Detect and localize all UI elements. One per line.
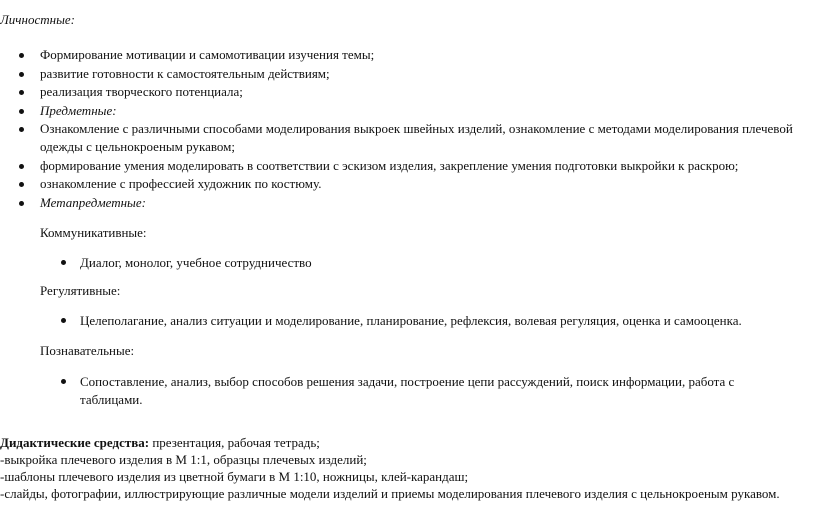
bullet-icon — [61, 318, 66, 323]
bullet-icon — [19, 109, 24, 114]
didactic-first-line — [0, 434, 816, 451]
list-item — [0, 83, 800, 101]
list-item — [0, 194, 800, 212]
list-item — [0, 157, 800, 175]
list-item — [0, 65, 800, 83]
bullet-icon — [19, 201, 24, 206]
objectives-list — [0, 46, 800, 212]
list-item-text: реализация творческого потенциала; — [40, 84, 243, 99]
list-item — [40, 254, 800, 272]
list-item — [0, 120, 800, 156]
didactic-label: Дидактические средства: — [0, 435, 150, 450]
didactic-line: -выкройка плечевого изделия в М 1:1, образцы плечевых изделий; — [0, 452, 367, 467]
bullet-icon — [19, 72, 24, 77]
list-item — [40, 373, 780, 409]
bullet-icon — [19, 182, 24, 187]
bullet-icon — [61, 260, 66, 265]
list-item — [0, 102, 800, 120]
list-item-text: развитие готовности к самостоятельным действиям; — [40, 65, 330, 81]
didactic-line: -слайды, фотографии, иллюстрирующие различные модели изделий и приемы моделирования плечевого изделия с цельнокроеным рукавом. — [0, 486, 780, 501]
communicative-section — [40, 224, 800, 272]
list-item-text: Формирование мотивации и самомотивации изучения темы; — [40, 47, 375, 62]
list-item — [40, 312, 800, 330]
didactic-line: -шаблоны плечевого изделия из цветной бумаги в М 1:10, ножницы, клей-карандаш; — [0, 469, 469, 484]
list-item-text: Целеполагание, анализ ситуации и моделирование, планирование, рефлексия, волевая регуляция, оценка и самооценка. — [80, 313, 742, 328]
communicative-heading: Коммуникативные: — [40, 225, 147, 240]
bullet-icon — [19, 164, 24, 169]
list-item-text: Сопоставление, анализ, выбор способов решения задачи, построение цепи рассуждений, поиск информации, работа с таблицами. — [80, 374, 735, 407]
bullet-icon — [19, 53, 24, 58]
subject-heading: Предметные: — [40, 102, 117, 118]
personal-heading: Личностные: — [0, 12, 75, 27]
list-item-text: Ознакомление с различными способами моделирования выкроек швейных изделий, ознакомление с методами моделирования плечевой одежды с цельнокроеным рукавом; — [40, 121, 793, 154]
cognitive-heading: Познавательные: — [40, 343, 135, 358]
regulative-section — [40, 282, 800, 330]
didactic-section — [0, 434, 816, 502]
metasubject-heading: Метапредметные: — [40, 194, 146, 210]
cognitive-section — [40, 342, 800, 409]
list-item — [0, 175, 800, 193]
list-item — [0, 46, 800, 64]
bullet-icon — [19, 90, 24, 95]
regulative-heading: Регулятивные: — [40, 283, 121, 298]
didactic-first-line-text: презентация, рабочая тетрадь; — [149, 435, 320, 450]
list-item-text: ознакомление с профессией художник по костюму. — [40, 176, 322, 191]
list-item-text: Диалог, монолог, учебное сотрудничество — [80, 255, 312, 270]
bullet-icon — [19, 127, 24, 132]
list-item-text: формирование умения моделировать в соответствии с эскизом изделия, закрепление умения подготовки выкройки к раскрою; — [40, 157, 739, 173]
bullet-icon — [61, 379, 66, 384]
